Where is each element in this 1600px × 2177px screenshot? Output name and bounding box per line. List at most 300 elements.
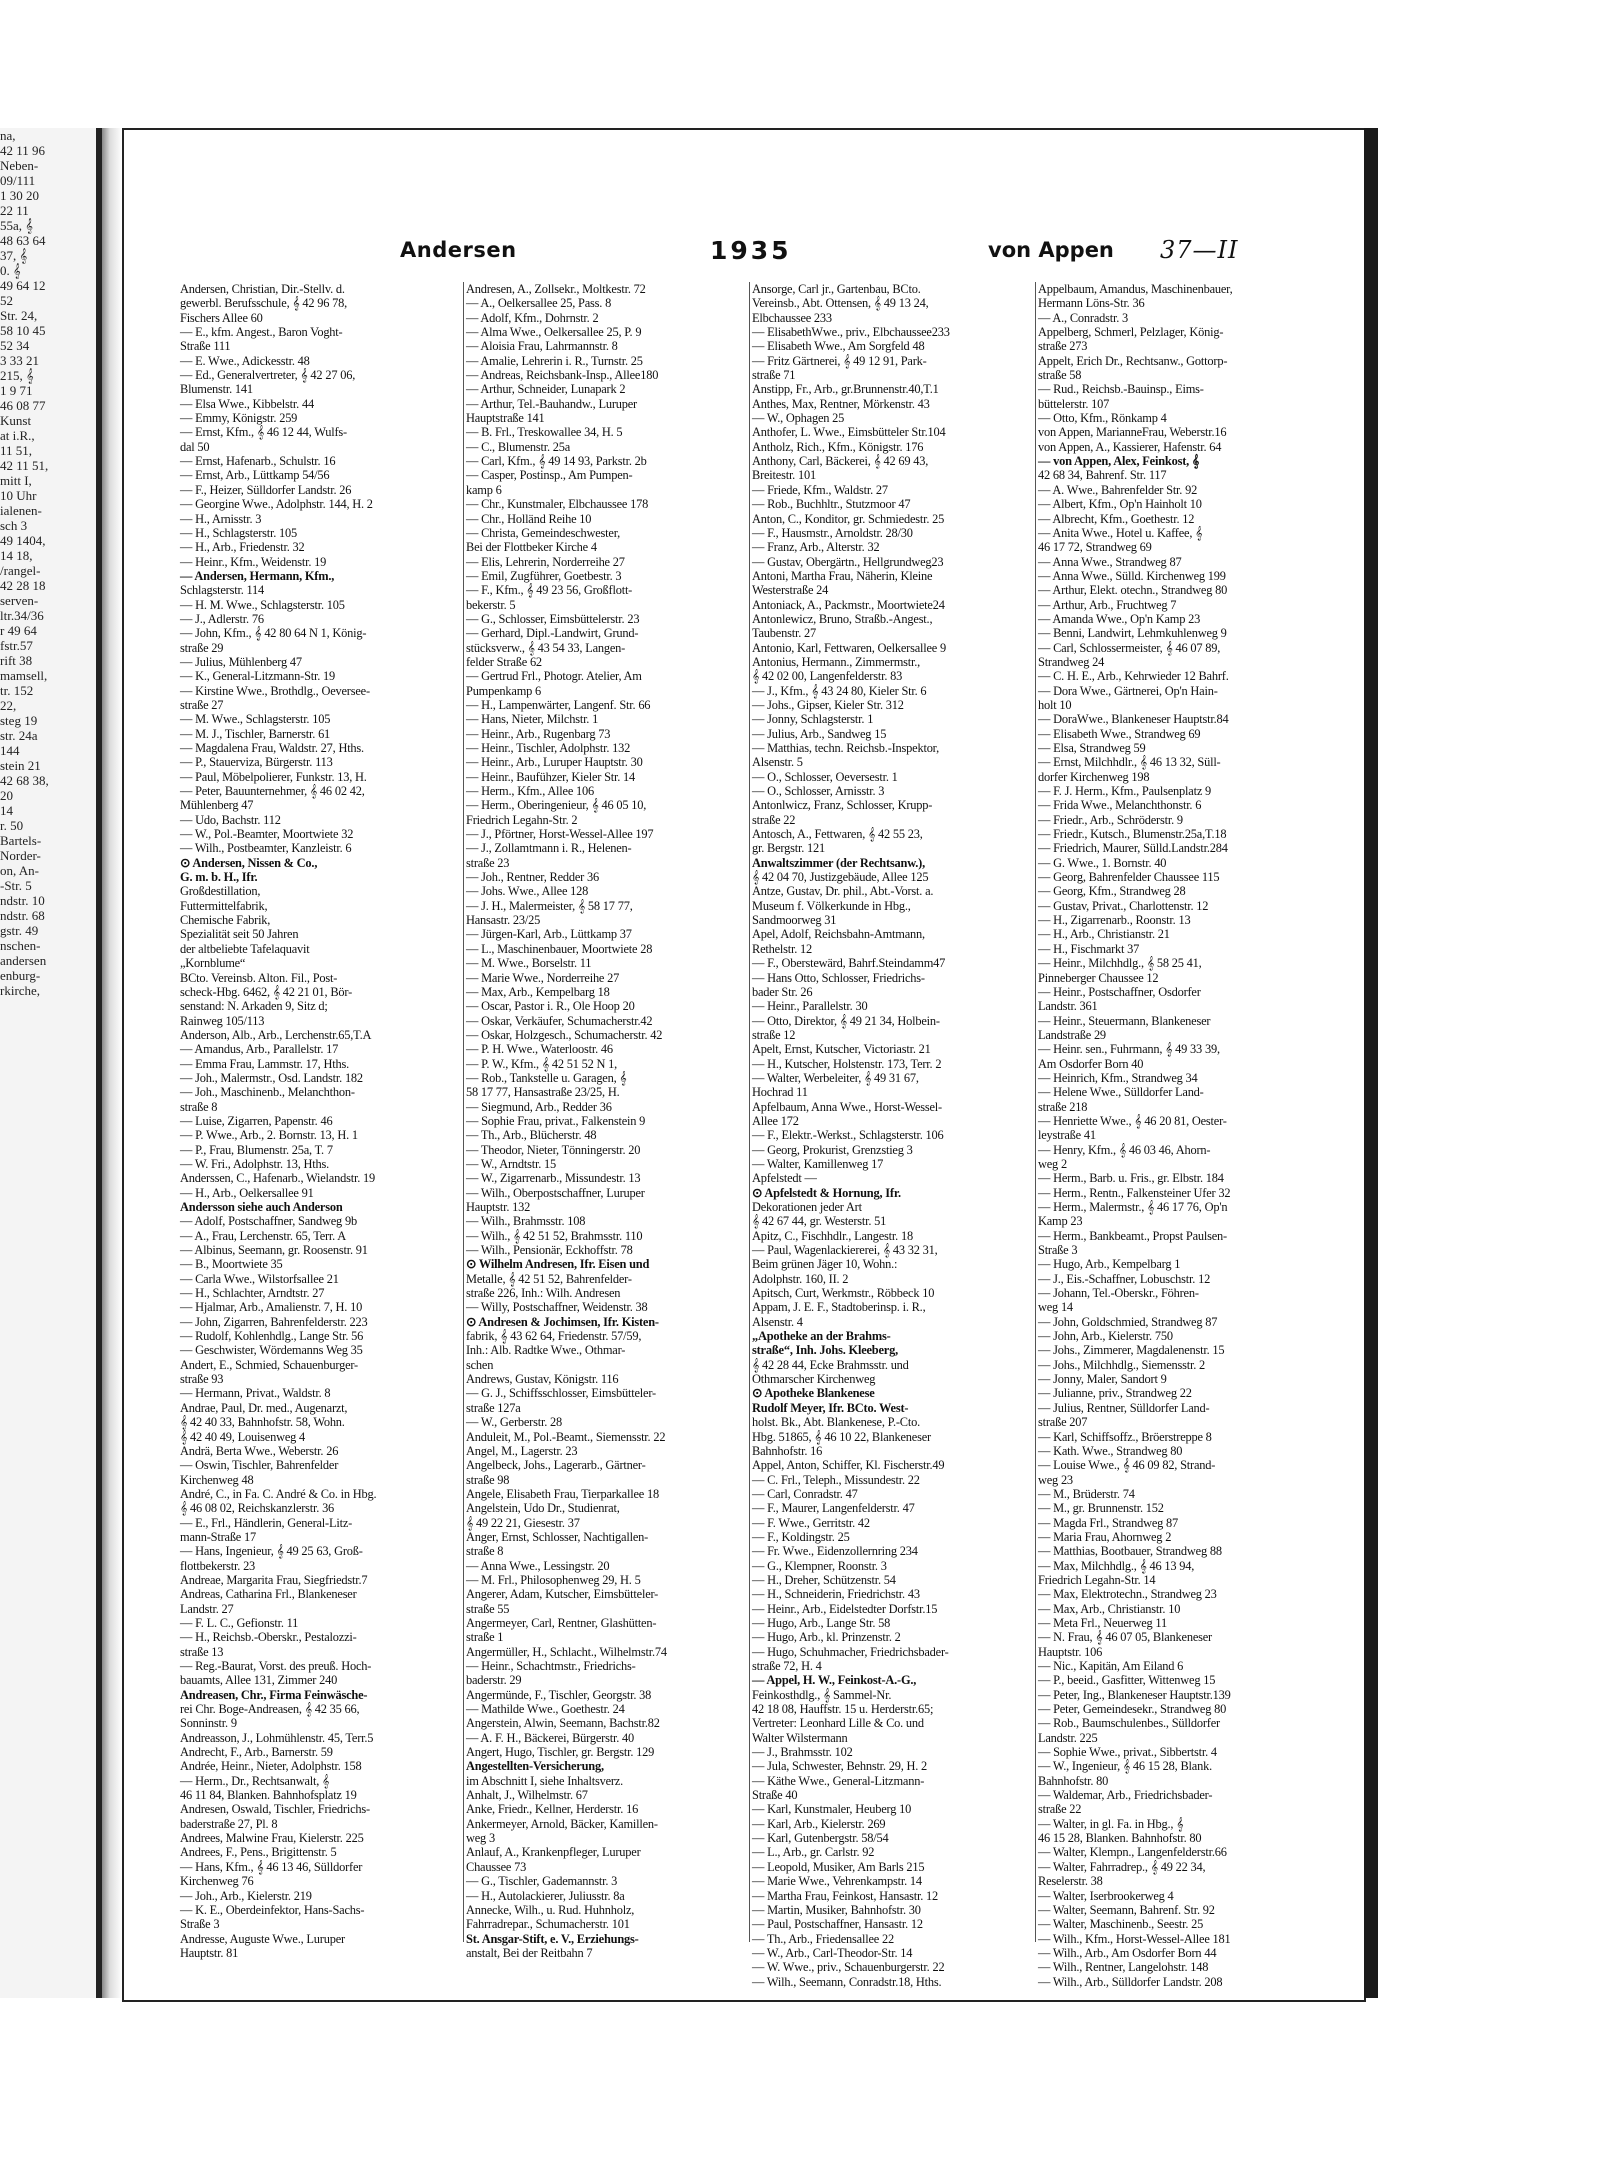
directory-entry: von Appen, A., Kassierer, Hafenstr. 64: [1038, 439, 1222, 454]
previous-page-fragment: 1 9 71: [0, 383, 33, 398]
directory-entry: — Andersen, Hermann, Kfm.,: [180, 568, 335, 583]
directory-entry: — H. M. Wwe., Schlagsterstr. 105: [180, 597, 345, 612]
directory-entry: Hauptstr. 81: [180, 1945, 239, 1960]
directory-entry: Apitsch, Curt, Werkmstr., Röbbeck 10: [752, 1286, 935, 1301]
directory-entry: — Heinr., Tischler, Adolphstr. 132: [466, 741, 631, 755]
directory-entry: — W., Arndtstr. 15: [466, 1156, 557, 1171]
directory-entry: — Fritz Gärtnerei, 𝄞 49 12 91, Park-: [752, 353, 927, 368]
directory-entry: — Geschwister, Wördemanns Weg 35: [180, 1343, 363, 1358]
header-last-entry: von Appen: [988, 238, 1114, 262]
directory-entry: Anstipp, Fr., Arb., gr.Brunnenstr.40,T.1: [752, 382, 939, 397]
directory-entry: — Herm., Oberingenieur, 𝄞 46 05 10,: [466, 798, 647, 813]
directory-entry: Appelbaum, Amandus, Maschinenbauer,: [1038, 282, 1233, 296]
directory-entry: weg 2: [1038, 1156, 1067, 1171]
directory-entry: Futtermittelfabrik,: [180, 898, 268, 913]
previous-page-fragment: str. 24a: [0, 728, 38, 743]
directory-entry: — Johs., Zimmerer, Magdalenenstr. 15: [1038, 1343, 1225, 1358]
directory-entry: Apel, Adolf, Reichsbahn-Amtmann,: [752, 927, 925, 942]
directory-entry: — Martin, Musiker, Bahnhofstr. 30: [752, 1902, 921, 1917]
directory-entry: — C. Frl., Teleph., Missundestr. 22: [752, 1472, 920, 1487]
directory-entry: straße 58: [1038, 368, 1082, 383]
directory-entry: Anger, Ernst, Schlosser, Nachtigallen-: [466, 1529, 649, 1544]
previous-page-fragment: Norder-: [0, 848, 41, 863]
directory-entry: 46 15 28, Blanken. Bahnhofstr. 80: [1038, 1831, 1202, 1846]
directory-entry: — Herm., Dr., Rechtsanwalt, 𝄞: [180, 1773, 330, 1788]
directory-entry: — F. L. C., Gefionstr. 11: [180, 1615, 299, 1630]
directory-entry: Anduleit, M., Pol.-Beamt., Siemensstr. 22: [466, 1429, 666, 1444]
directory-entry: Pinneberger Chaussee 12: [1038, 970, 1159, 985]
directory-entry: — Albert, Kfm., Op'n Hainholt 10: [1038, 497, 1202, 512]
previous-page-fragment: 20: [0, 788, 13, 803]
directory-entry: Strandweg 24: [1038, 654, 1105, 669]
directory-entry: Andreasen, Chr., Firma Feinwäsche-: [180, 1687, 368, 1702]
directory-entry: — Joh., Malermstr., Osd. Landstr. 182: [180, 1070, 363, 1085]
directory-entry: Angermüller, H., Schlacht., Wilhelmstr.74: [466, 1644, 667, 1659]
directory-entry: — Ernst, Milchhdlr., 𝄞 46 13 32, Süll-: [1038, 755, 1221, 770]
directory-entry: — Gustav, Obergärtn., Hellgrundweg23: [752, 554, 944, 569]
directory-entry: — J., Brahmsstr. 102: [752, 1745, 853, 1760]
directory-entry: Am Osdorfer Born 40: [1038, 1056, 1144, 1071]
directory-entry: — F., Elektr.-Werkst., Schlagsterstr. 106: [752, 1128, 944, 1143]
directory-entry: — Hans, Nieter, Milchstr. 1: [466, 712, 599, 727]
previous-page-fragment: rkirche,: [0, 983, 41, 998]
directory-entry: — Alma Wwe., Oelkersallee 25, P. 9: [466, 325, 642, 340]
directory-entry: bekerstr. 5: [466, 597, 516, 612]
directory-entry: Reselerstr. 38: [1038, 1874, 1103, 1889]
directory-entry: Angermeyer, Carl, Rentner, Glashütten-: [466, 1615, 657, 1630]
directory-entry: — N. Frau, 𝄞 46 07 05, Blankeneser: [1038, 1630, 1212, 1645]
directory-entry: Angele, Elisabeth Frau, Tierparkallee 18: [466, 1486, 659, 1501]
directory-entry: — H., Schlachter, Arndtstr. 27: [180, 1286, 325, 1301]
previous-page-fragment: r 49 64: [0, 623, 37, 638]
directory-entry: — Peter, Gemeindesekr., Strandweg 80: [1038, 1702, 1227, 1717]
directory-entry: 42 18 08, Hauffstr. 15 u. Herderstr.65;: [752, 1702, 934, 1717]
directory-entry: — Julius, Rentner, Sülldorfer Land-: [1038, 1400, 1210, 1415]
directory-entry: Andreasson, J., Lohmühlenstr. 45, Terr.5: [180, 1730, 374, 1745]
previous-page-fragment: ltr.34/36: [0, 608, 44, 623]
directory-entry: bauamts, Allee 131, Zimmer 240: [180, 1673, 338, 1688]
directory-entry: — Emmy, Königstr. 259: [180, 411, 298, 426]
directory-entry: straße 72, H. 4: [752, 1659, 822, 1673]
directory-entry: — O., Schlosser, Oeversestr. 1: [752, 769, 898, 784]
directory-entry: Hbg. 51865, 𝄞 46 10 22, Blankeneser: [752, 1429, 931, 1444]
previous-page-fragment: nschen-: [0, 938, 41, 953]
directory-entry: Apfelstedt —: [752, 1171, 817, 1186]
directory-entry: — M., Brüderstr. 74: [1038, 1486, 1135, 1501]
directory-entry: Anderssen, C., Hafenarb., Wielandstr. 19: [180, 1171, 375, 1186]
directory-entry: — Herm., Rentn., Falkensteiner Ufer 32: [1038, 1185, 1231, 1200]
directory-entry: straße 8: [466, 1544, 504, 1559]
directory-entry: — Ernst, Arb., Lüttkamp 54/56: [180, 468, 330, 483]
directory-entry: — Martha Frau, Feinkost, Hansastr. 12: [752, 1888, 939, 1903]
directory-entry: Anthony, Carl, Bäckerei, 𝄞 42 69 43,: [752, 454, 929, 469]
page-header: [280, 228, 1330, 268]
directory-entry: — Max, Arb., Kempelbarg 18: [466, 984, 610, 999]
directory-entry: Antonius, Hermann., Zimmermstr.,: [752, 654, 921, 669]
directory-entry: Metalle, 𝄞 42 51 52, Bahrenfelder-: [466, 1271, 632, 1286]
directory-entry: — Max, Arb., Christianstr. 10: [1038, 1601, 1181, 1616]
directory-entry: — Jonny, Schlagsterstr. 1: [752, 712, 874, 727]
previous-page-fragment: 52 34: [0, 338, 30, 353]
directory-entry: Andrees, F., Pens., Brigittenstr. 5: [180, 1845, 337, 1860]
directory-entry: anstalt, Bei der Reitbahn 7: [466, 1945, 593, 1960]
directory-entry: holst. Bk., Abt. Blankenese, P.-Cto.: [752, 1415, 920, 1430]
directory-entry: — E., Frl., Händlerin, General-Litz-: [180, 1515, 353, 1530]
directory-entry: 𝄞 49 22 21, Giesestr. 37: [466, 1515, 580, 1530]
previous-page-fragment: 1 30 20: [0, 188, 39, 203]
directory-entry: Hochrad 11: [752, 1085, 808, 1100]
directory-entry: — Paul, Möbelpolierer, Funkstr. 13, H.: [180, 769, 367, 784]
previous-page-fragment: 42 11 96: [0, 143, 46, 158]
directory-entry: — C., Blumenstr. 25a: [466, 439, 571, 454]
directory-entry: — Marie Wwe., Norderreihe 27: [466, 970, 620, 985]
previous-page-fragment: on, An-: [0, 863, 39, 878]
directory-entry: — Elis, Lehrerin, Norderreihe 27: [466, 554, 625, 569]
directory-entry: felder Straße 62: [466, 654, 542, 669]
directory-entry: büttelerstr. 107: [1038, 396, 1110, 411]
directory-entry: — Elsa, Strandweg 59: [1038, 741, 1146, 755]
directory-entry: — Julius, Mühlenberg 47: [180, 654, 302, 669]
directory-entry: Andreas, Catharina Frl., Blankeneser: [180, 1587, 357, 1602]
previous-page-fragment: 46 08 77: [0, 398, 46, 413]
directory-entry: straße 127a: [466, 1400, 521, 1415]
directory-entry: — Mathilde Wwe., Goethestr. 24: [466, 1702, 625, 1717]
directory-entry: — Oskar, Verkäufer, Schumacherstr.42: [466, 1013, 653, 1028]
directory-entry: — Maria Frau, Ahornweg 2: [1038, 1529, 1172, 1544]
directory-entry: — Matthias, Bootbauer, Strandweg 88: [1038, 1544, 1222, 1559]
directory-entry: 𝄞 46 08 02, Reichskanzlerstr. 36: [180, 1501, 335, 1516]
directory-entry: 46 11 84, Blanken. Bahnhofsplatz 19: [180, 1788, 357, 1803]
directory-entry: Anton, C., Konditor, gr. Schmiedestr. 25: [752, 511, 945, 526]
directory-entry: — Heinr., Kfm., Weidenstr. 19: [180, 554, 327, 569]
directory-entry: — Hans Otto, Schlosser, Friedrichs-: [752, 970, 925, 985]
directory-entry: Angerstein, Alwin, Seemann, Bachstr.82: [466, 1716, 660, 1731]
directory-entry: — Carla Wwe., Wilstorfsallee 21: [180, 1271, 339, 1286]
directory-entry: Taubenstr. 27: [752, 626, 816, 641]
directory-entry: dal 50: [180, 439, 210, 454]
directory-entry: — M., gr. Brunnenstr. 152: [1038, 1501, 1164, 1516]
directory-entry: St. Ansgar-Stift, e. V., Erziehungs-: [466, 1931, 639, 1946]
directory-entry: — Siegmund, Arb., Redder 36: [466, 1099, 612, 1114]
directory-entry: — J. H., Malermeister, 𝄞 58 17 77,: [466, 898, 633, 913]
directory-entry: Kirchenweg 76: [180, 1874, 254, 1889]
directory-entry: Kirchenweg 48: [180, 1472, 254, 1487]
directory-entry: Elbchaussee 233: [752, 310, 832, 325]
directory-entry: — Gustav, Privat., Charlottenstr. 12: [1038, 898, 1209, 913]
directory-entry: Antosch, A., Fettwaren, 𝄞 42 55 23,: [752, 827, 923, 842]
directory-entry: — J., Adlerstr. 76: [180, 611, 264, 626]
directory-entry: Antonlewicz, Bruno, Straßb.-Angest.,: [752, 611, 933, 626]
directory-entry: — Waldemar, Arb., Friedrichsbader-: [1038, 1788, 1213, 1803]
previous-page-fragment: 0. 𝄞: [0, 263, 21, 278]
directory-entry: — Wilh., Kfm., Horst-Wessel-Allee 181: [1038, 1931, 1231, 1946]
directory-entry: — Julius, Arb., Sandweg 15: [752, 726, 887, 741]
directory-entry: ⊙ Andresen & Jochimsen, Ifr. Kisten-: [466, 1314, 659, 1329]
directory-entry: — Herm., Barb. u. Fris., gr. Elbstr. 184: [1038, 1171, 1224, 1186]
directory-entry: — Louise Wwe., 𝄞 46 09 82, Strand-: [1038, 1458, 1216, 1473]
directory-entry: — H., Fischmarkt 37: [1038, 941, 1140, 956]
directory-entry: straße“, Inh. Johs. Kleeberg,: [752, 1343, 898, 1358]
directory-entry: — W. Fri., Adolphstr. 13, Hths.: [180, 1156, 330, 1171]
directory-entry: — M. Frl., Philosophenweg 29, H. 5: [466, 1572, 641, 1587]
directory-entry: — B., Moortwiete 35: [180, 1257, 283, 1272]
directory-entry: — J., Kfm., 𝄞 43 24 80, Kieler Str. 6: [752, 683, 927, 698]
directory-entry: — Magdalena Frau, Waldstr. 27, Hths.: [180, 741, 364, 755]
directory-entry: — Elisabeth Wwe., Strandweg 69: [1038, 726, 1201, 741]
directory-entry: Angelstein, Udo Dr., Studienrat,: [466, 1501, 620, 1516]
directory-entry: — P., beeid., Gasfitter, Wittenweg 15: [1038, 1673, 1216, 1688]
previous-page-fragment: Kunst: [0, 413, 32, 428]
directory-entry: — Walter, Klempn., Langenfelderstr.66: [1038, 1845, 1227, 1860]
directory-entry: — Walter, Kamillenweg 17: [752, 1156, 884, 1171]
directory-entry: Walter Wilstermann: [752, 1730, 848, 1745]
directory-entry: — Anna Wwe., Lessingstr. 20: [466, 1558, 610, 1573]
previous-page-fragment: -Str. 5: [0, 878, 32, 893]
directory-entry: Andrä, Berta Wwe., Weberstr. 26: [180, 1443, 339, 1458]
directory-entry: — Hugo, Arb., kl. Prinzenstr. 2: [752, 1630, 901, 1645]
directory-entry: — M. Wwe., Schlagsterstr. 105: [180, 712, 331, 727]
directory-entry: straße 273: [1038, 339, 1088, 354]
directory-entry: — Friedr., Kutsch., Blumenstr.25a,T.18: [1038, 827, 1227, 842]
directory-entry: — B. Frl., Treskowallee 34, H. 5: [466, 425, 623, 440]
directory-entry: — H., Arb., Oelkersallee 91: [180, 1185, 314, 1200]
directory-entry: Adolphstr. 160, II. 2: [752, 1271, 849, 1286]
directory-entry: — Wilh., Seemann, Conradstr.18, Hths.: [752, 1974, 942, 1989]
header-first-entry: Andersen: [400, 238, 517, 262]
directory-entry: — Wilh., Brahmsstr. 108: [466, 1214, 586, 1229]
directory-entry: Antholz, Rich., Kfm., Königstr. 176: [752, 439, 924, 454]
directory-entry: Friedrich Legahn-Str. 14: [1038, 1572, 1156, 1587]
directory-entry: 𝄞 42 28 44, Ecke Brahmsstr. und: [752, 1357, 909, 1372]
directory-entry: ⊙ Apotheke Blankenese: [752, 1386, 875, 1401]
directory-entry: — Johs., Milchhdlg., Siemensstr. 2: [1038, 1357, 1206, 1372]
previous-page-fragment: 42 28 18: [0, 578, 46, 593]
directory-entry: — Marie Wwe., Vehrenkampstr. 14: [752, 1874, 922, 1889]
directory-entry: — Joh., Rentner, Redder 36: [466, 870, 599, 885]
directory-entry: Andresen, A., Zollsekr., Moltkestr. 72: [466, 282, 646, 296]
directory-entry: straße 27: [180, 697, 224, 712]
directory-entry: — Herm., Kfm., Allee 106: [466, 784, 595, 799]
directory-entry: — Arthur, Schneider, Lunapark 2: [466, 382, 626, 397]
directory-entry: Angelbeck, Johs., Lagerarb., Gärtner-: [466, 1458, 646, 1473]
directory-entry: straße 93: [180, 1372, 224, 1387]
directory-entry: — Kath. Wwe., Strandweg 80: [1038, 1443, 1183, 1458]
directory-entry: — M. J., Tischler, Barnerstr. 61: [180, 726, 331, 741]
directory-entry: straße 13: [180, 1644, 224, 1659]
directory-entry: — Wilh., Postbeamter, Kanzleistr. 6: [180, 841, 352, 856]
previous-page-fragment: enburg-: [0, 968, 41, 983]
directory-entry: Museum f. Völkerkunde in Hbg.,: [752, 898, 911, 913]
directory-entry: — Walter, Iserbrookerweg 4: [1038, 1888, 1174, 1903]
directory-entry: — Hermann, Privat., Waldstr. 8: [180, 1386, 331, 1401]
previous-page-fragment: at i.R.,: [0, 428, 35, 443]
directory-entry: Hauptstr. 132: [466, 1200, 531, 1214]
directory-entry: — L., Maschinenbauer, Moortwiete 28: [466, 941, 653, 956]
directory-entry: Breitestr. 101: [752, 468, 816, 483]
previous-page-fragment: 58 10 45: [0, 323, 46, 338]
directory-entry: Annecke, Wilh., u. Rud. Huhnholz,: [466, 1902, 635, 1917]
directory-entry: Straße 111: [180, 339, 231, 354]
directory-entry: Alsenstr. 4: [752, 1314, 803, 1329]
directory-entry: Anlauf, A., Krankenpfleger, Luruper: [466, 1845, 641, 1860]
directory-entry: — Th., Arb., Blücherstr. 48: [466, 1128, 597, 1143]
directory-entry: — Wilh., Rentner, Langelohstr. 148: [1038, 1960, 1209, 1975]
directory-entry: ⊙ Andersen, Nissen & Co.,: [180, 855, 318, 870]
directory-entry: straße 8: [180, 1099, 218, 1114]
directory-entry: straße 22: [1038, 1802, 1082, 1817]
directory-entry: — Aloisia Frau, Lahrmannstr. 8: [466, 339, 618, 354]
previous-page-fragment: 144: [0, 743, 20, 758]
directory-entry: 42 68 34, Bahrenf. Str. 117: [1038, 468, 1167, 483]
directory-entry: Rethelstr. 12: [752, 941, 813, 956]
directory-entry: Dekorationen jeder Art: [752, 1200, 862, 1214]
directory-entry: — John, Arb., Kielerstr. 750: [1038, 1329, 1173, 1344]
directory-entry: — H., Arnisstr. 3: [180, 511, 262, 526]
directory-entry: — Hugo, Arb., Lange Str. 58: [752, 1615, 891, 1630]
directory-entry: — P., Stauerviza, Bürgerstr. 113: [180, 755, 333, 770]
directory-entry: — H., Kutscher, Holstenstr. 173, Terr. 2: [752, 1056, 942, 1071]
directory-entry: — W., Gerberstr. 28: [466, 1415, 563, 1430]
directory-entry: — Rob., Baumschulenbes., Sülldorfer: [1038, 1716, 1220, 1731]
directory-entry: — Herm., Bankbeamt., Propst Paulsen-: [1038, 1228, 1227, 1243]
directory-entry: — ElisabethWwe., priv., Elbchaussee233: [752, 325, 950, 340]
directory-entry: — Meta Frl., Neuerweg 11: [1038, 1615, 1167, 1630]
directory-entry: Pumpenkamp 6: [466, 683, 542, 698]
directory-entry: Ankermeyer, Arnold, Bäcker, Kamillen-: [466, 1816, 658, 1831]
directory-entry: — A., Conradstr. 3: [1038, 310, 1129, 325]
directory-entry: — F., Maurer, Langenfelderstr. 47: [752, 1501, 915, 1516]
previous-page-fragment: Str. 24,: [0, 308, 38, 323]
directory-entry: — J., Pförtner, Horst-Wessel-Allee 197: [466, 827, 654, 842]
directory-entry: Angert, Hugo, Tischler, gr. Bergstr. 129: [466, 1745, 655, 1760]
directory-entry: Alsenstr. 5: [752, 755, 803, 770]
directory-entry: — Fr. Wwe., Eidenzollernring 234: [752, 1544, 918, 1559]
directory-entry: — Heinrich, Kfm., Strandweg 34: [1038, 1070, 1198, 1085]
directory-entry: Straße 3: [1038, 1243, 1078, 1258]
directory-entry: Straße 3: [180, 1917, 220, 1932]
directory-entry: — G., Tischler, Gademannstr. 3: [466, 1874, 618, 1889]
directory-entry: im Abschnitt I, siehe Inhaltsverz.: [466, 1773, 623, 1788]
directory-entry: — Johann, Tel.-Oberskr., Föhren-: [1038, 1286, 1199, 1301]
directory-entry: straße 226, Inh.: Wilh. Andresen: [466, 1286, 621, 1301]
directory-entry: — W. Wwe., priv., Schauenburgerstr. 22: [752, 1960, 945, 1975]
directory-entry: Antze, Gustav, Dr. phil., Abt.-Vorst. a.: [752, 884, 934, 899]
column-2: [466, 282, 748, 1960]
directory-entry: — Hans, Kfm., 𝄞 46 13 46, Sülldorfer: [180, 1859, 363, 1874]
directory-entry: straße 55: [466, 1601, 510, 1616]
directory-entry: — Hans, Ingenieur, 𝄞 49 25 63, Groß-: [180, 1544, 363, 1559]
directory-entry: — Paul, Postschaffner, Hansastr. 12: [752, 1917, 923, 1932]
directory-entry: scheck-Hbg. 6462, 𝄞 42 21 01, Bör-: [180, 984, 352, 999]
directory-entry: Andersson siehe auch Anderson: [180, 1200, 343, 1214]
directory-entry: 46 17 72, Strandweg 69: [1038, 540, 1152, 555]
directory-entry: — H., Dreher, Schützenstr. 54: [752, 1572, 896, 1587]
directory-entry: — W., Pol.-Beamter, Moortwiete 32: [180, 827, 354, 842]
directory-entry: — Wilh., Arb., Am Osdorfer Born 44: [1038, 1945, 1217, 1960]
directory-entry: — Carl, Schlossermeister, 𝄞 46 07 89,: [1038, 640, 1221, 655]
page-edge-shadow: [1364, 128, 1378, 1998]
directory-entry: Anderson, Alb., Arb., Lerchenstr.65,T.A: [180, 1027, 372, 1042]
previous-page-fragment: steg 19: [0, 713, 38, 728]
directory-entry: — Luise, Zigarren, Papenstr. 46: [180, 1113, 333, 1128]
directory-entry: Appelberg, Schmerl, Pelzlager, König-: [1038, 325, 1224, 340]
previous-page-fragment: Bartels-: [0, 833, 42, 848]
column-4: [1038, 282, 1320, 1989]
directory-entry: stücksverw., 𝄞 43 54 33, Langen-: [466, 640, 626, 655]
directory-entry: — Gertrud Frl., Photogr. Atelier, Am: [466, 669, 642, 684]
directory-entry: Antonlwicz, Franz, Schlosser, Krupp-: [752, 798, 933, 813]
directory-entry: dorfer Kirchenweg 198: [1038, 769, 1150, 784]
directory-entry: — Karl, Schiffsoffz., Bröerstreppe 8: [1038, 1429, 1212, 1444]
directory-entry: „Kornblume“: [180, 956, 246, 971]
directory-entry: Mühlenberg 47: [180, 798, 254, 813]
directory-entry: — Georgine Wwe., Adolphstr. 144, H. 2: [180, 497, 373, 512]
directory-entry: bader Str. 26: [752, 984, 813, 999]
directory-entry: — Rud., Reichsb.-Bauinsp., Eims-: [1038, 382, 1204, 397]
directory-entry: — A., Frau, Lerchenstr. 65, Terr. A: [180, 1228, 347, 1243]
directory-entry: Vertreter: Leonhard Lille & Co. und: [752, 1716, 924, 1731]
directory-entry: — Heinr., Arb., Rugenbarg 73: [466, 726, 611, 741]
previous-page-fragment: 3 33 21: [0, 353, 39, 368]
directory-entry: Sonninstr. 9: [180, 1716, 237, 1731]
directory-entry: — Georg, Kfm., Strandweg 28: [1038, 884, 1186, 899]
directory-entry: — F., Hausmstr., Arnoldstr. 28/30: [752, 525, 913, 540]
directory-entry: — P. W., Kfm., 𝄞 42 51 52 N 1,: [466, 1056, 618, 1071]
directory-entry: — A. F. H., Bäckerei, Bürgerstr. 40: [466, 1730, 634, 1745]
directory-entry: leystraße 41: [1038, 1128, 1096, 1143]
directory-entry: — H., Reichsb.-Oberskr., Pestalozzi-: [180, 1630, 357, 1645]
directory-entry: Feinkosthdlg., 𝄞 Sammel-Nr.: [752, 1687, 892, 1702]
directory-entry: Angerer, Adam, Kutscher, Eimsbütteler-: [466, 1587, 659, 1602]
directory-entry: — Rob., Buchhltr., Stutzmoor 47: [752, 497, 911, 512]
directory-entry: — Wilh., Arb., Sülldorfer Landstr. 208: [1038, 1974, 1223, 1989]
directory-entry: straße 1: [466, 1630, 504, 1645]
directory-entry: — Julianne, priv., Strandweg 22: [1038, 1386, 1192, 1401]
directory-entry: — Chr., Kunstmaler, Elbchaussee 178: [466, 497, 649, 512]
directory-entry: Straße 40: [752, 1788, 798, 1803]
directory-entry: — Nic., Kapitän, Am Eiland 6: [1038, 1659, 1184, 1673]
directory-entry: — Georg, Prokurist, Grenzstieg 3: [752, 1142, 913, 1157]
previous-page-fragment: rift 38: [0, 653, 33, 668]
directory-entry: — W., Ingenieur, 𝄞 46 15 28, Blank.: [1038, 1759, 1212, 1774]
directory-entry: — Max, Milchhdlg., 𝄞 46 13 94,: [1038, 1558, 1195, 1573]
directory-entry: fabrik, 𝄞 43 62 64, Friedenstr. 57/59,: [466, 1329, 642, 1344]
directory-entry: — Georg, Bahrenfelder Chaussee 115: [1038, 870, 1220, 885]
directory-entry: Chemische Fabrik,: [180, 913, 271, 928]
directory-entry: straße 22: [752, 812, 796, 827]
directory-entry: — Johs., Gipser, Kieler Str. 312: [752, 697, 904, 712]
directory-entry: der altbeliebte Tafelaquavit: [180, 941, 310, 956]
column-1: [180, 282, 462, 1960]
previous-page-fragment: Neben-: [0, 158, 39, 173]
previous-page-fragment: stein 21: [0, 758, 41, 773]
directory-entry: — Albinus, Seemann, gr. Roosenstr. 91: [180, 1243, 368, 1258]
directory-entry: — Rudolf, Kohlenhdlg., Lange Str. 56: [180, 1329, 364, 1344]
directory-entry: — Albrecht, Kfm., Goethestr. 12: [1038, 511, 1195, 526]
previous-page-fragment: 48 63 64: [0, 233, 46, 248]
directory-entry: — Ernst, Kfm., 𝄞 46 12 44, Wulfs-: [180, 425, 347, 440]
directory-entry: mann-Straße 17: [180, 1529, 256, 1544]
directory-entry: Westerstraße 24: [752, 583, 829, 598]
directory-entry: von Appen, MarianneFrau, Weberstr.16: [1038, 425, 1227, 440]
directory-entry: — Wilh., 𝄞 42 51 52, Brahmsstr. 110: [466, 1228, 643, 1243]
directory-entry: — Emma Frau, Lammstr. 17, Hths.: [180, 1056, 349, 1071]
previous-page-fragment: 11 51,: [0, 443, 33, 458]
directory-entry: Andrae, Paul, Dr. med., Augenarzt,: [180, 1400, 348, 1415]
directory-entry: — Andreas, Reichsbank-Insp., Allee180: [466, 368, 659, 383]
directory-entry: weg 3: [466, 1831, 495, 1846]
directory-entry: — Jula, Schwester, Behnstr. 29, H. 2: [752, 1759, 928, 1774]
